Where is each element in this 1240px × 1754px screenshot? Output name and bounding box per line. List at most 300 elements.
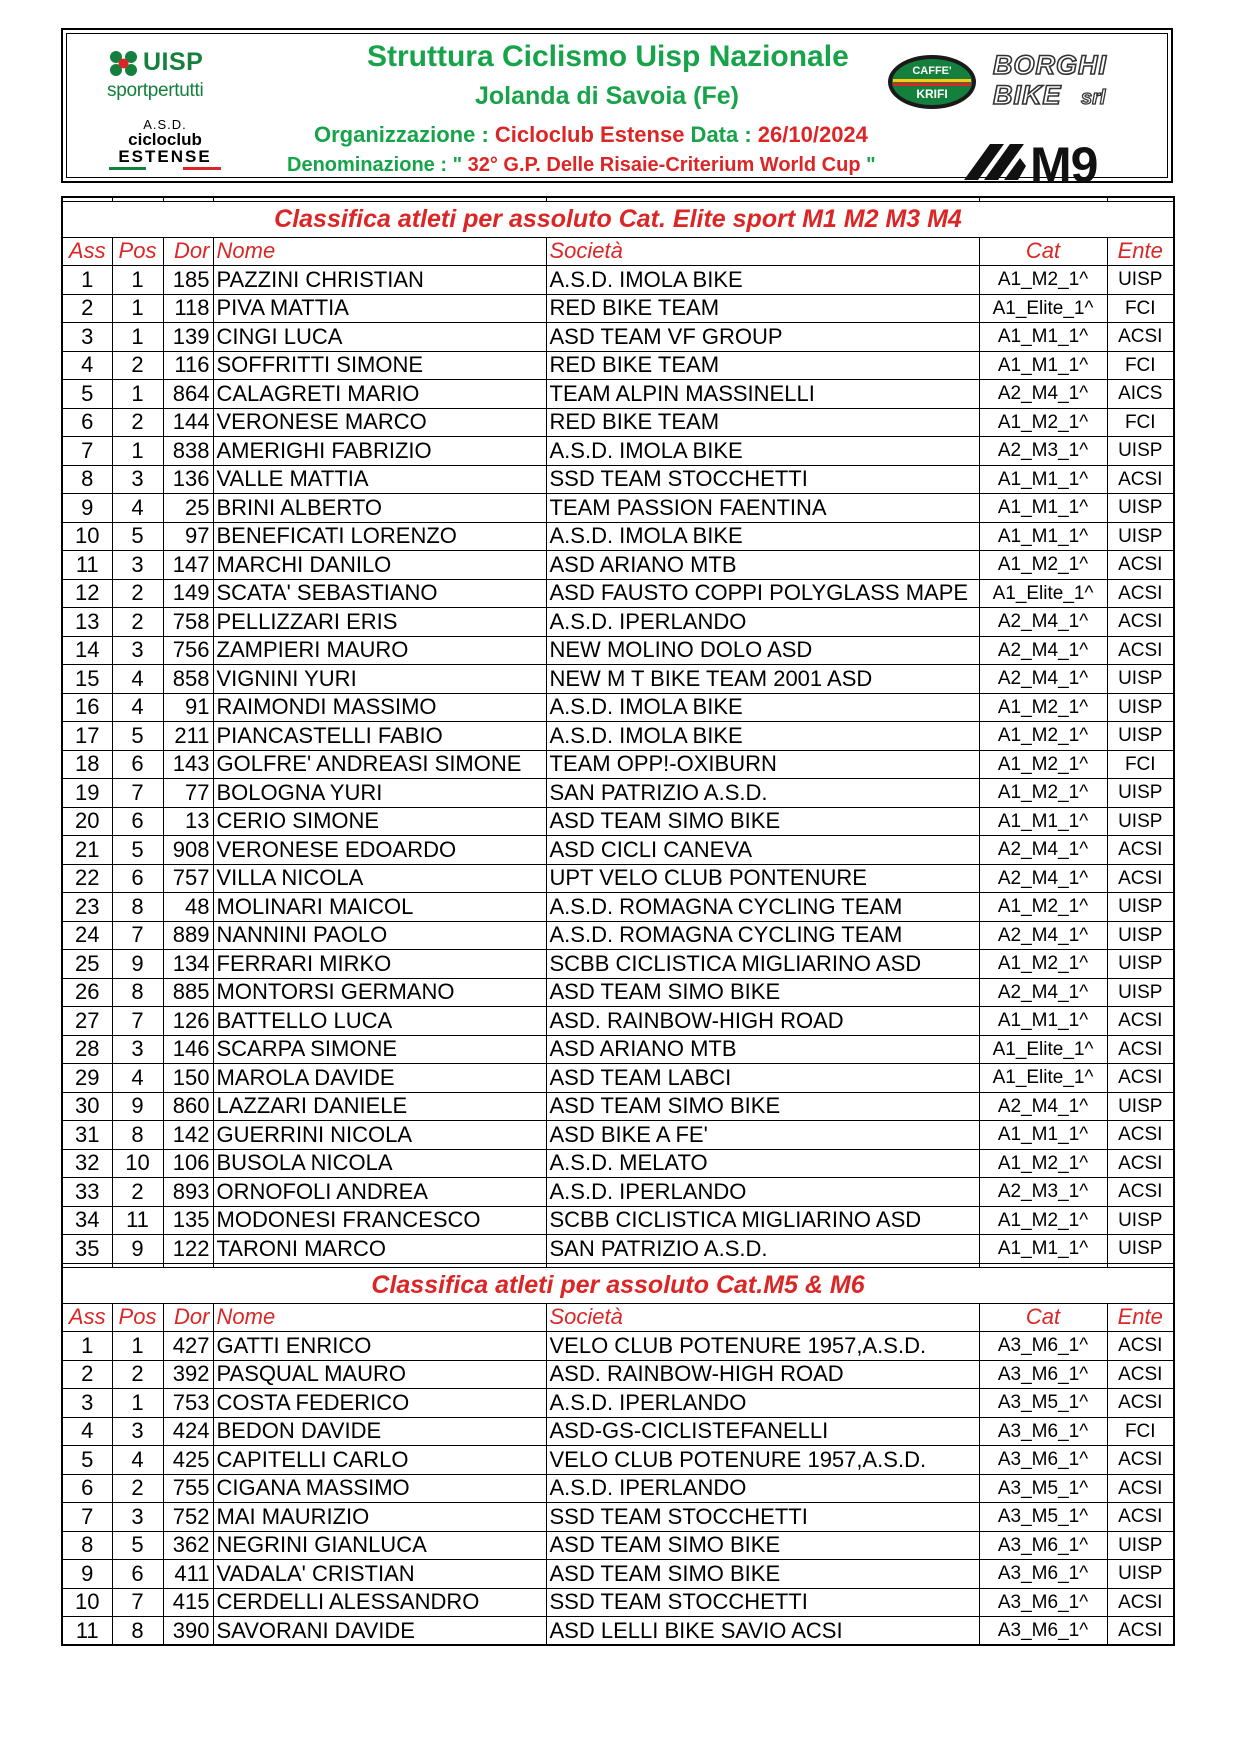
category-cell: A1_M2_1^ (979, 1206, 1107, 1235)
federation-cell: UISP (1107, 522, 1174, 551)
athlete-name-cell: AMERIGHI FABRIZIO (213, 437, 546, 466)
rank-cell: 17 (62, 722, 112, 751)
athlete-name-cell: GATTI ENRICO (213, 1332, 546, 1361)
team-cell: NEW M T BIKE TEAM 2001 ASD (546, 665, 979, 694)
federation-cell: ACSI (1107, 636, 1174, 665)
column-header-ente: Ente (1107, 1303, 1174, 1332)
category-cell: A3_M5_1^ (979, 1474, 1107, 1503)
column-header-societa: Società (546, 237, 979, 266)
athlete-name-cell: COSTA FEDERICO (213, 1389, 546, 1418)
federation-cell: UISP (1107, 921, 1174, 950)
team-cell: RED BIKE TEAM (546, 408, 979, 437)
team-cell: SCBB CICLISTICA MIGLIARINO ASD (546, 950, 979, 979)
team-cell: ASD ARIANO MTB (546, 551, 979, 580)
krifi-bottom-text: KRIFI (916, 87, 948, 101)
category-position-cell: 4 (112, 1446, 163, 1475)
federation-cell: UISP (1107, 950, 1174, 979)
team-cell: ASD TEAM SIMO BIKE (546, 978, 979, 1007)
bib-number-cell: 864 (163, 380, 213, 409)
m9-logo (960, 134, 1150, 190)
category-cell: A1_M2_1^ (979, 408, 1107, 437)
rank-cell: 7 (62, 437, 112, 466)
table-row (62, 294, 1174, 323)
table-row (62, 1474, 1174, 1503)
date-label: Data : (684, 122, 758, 147)
team-cell: VELO CLUB POTENURE 1957,A.S.D. (546, 1332, 979, 1361)
date-value: 26/10/2024 (757, 122, 868, 147)
category-position-cell: 3 (112, 1503, 163, 1532)
federation-cell: ACSI (1107, 1332, 1174, 1361)
federation-cell: UISP (1107, 1235, 1174, 1264)
category-cell: A1_M2_1^ (979, 722, 1107, 751)
athlete-name-cell: SCARPA SIMONE (213, 1035, 546, 1064)
bib-number-cell: 908 (163, 836, 213, 865)
column-header-ente: Ente (1107, 237, 1174, 266)
category-position-cell: 7 (112, 921, 163, 950)
bib-number-cell: 757 (163, 864, 213, 893)
bib-number-cell: 134 (163, 950, 213, 979)
team-cell: A.S.D. MELATO (546, 1149, 979, 1178)
athlete-name-cell: CAPITELLI CARLO (213, 1446, 546, 1475)
rank-cell: 6 (62, 1474, 112, 1503)
rank-cell: 9 (62, 494, 112, 523)
category-position-cell: 3 (112, 636, 163, 665)
category-position-cell: 8 (112, 1617, 163, 1646)
federation-cell: ACSI (1107, 551, 1174, 580)
category-cell: A2_M4_1^ (979, 921, 1107, 950)
table-row (62, 1560, 1174, 1589)
category-position-cell: 2 (112, 608, 163, 637)
column-header-societa: Società (546, 1303, 979, 1332)
federation-cell: ACSI (1107, 1007, 1174, 1036)
rank-cell: 3 (62, 1389, 112, 1418)
federation-cell: UISP (1107, 693, 1174, 722)
table-row (62, 1360, 1174, 1389)
table-row (62, 1178, 1174, 1207)
rank-cell: 18 (62, 750, 112, 779)
federation-cell: FCI (1107, 750, 1174, 779)
rank-cell: 3 (62, 323, 112, 352)
column-header-pos: Pos (112, 237, 163, 266)
denomination-line (287, 154, 876, 177)
federation-cell: ACSI (1107, 579, 1174, 608)
results-table (61, 196, 1175, 1646)
category-cell: A1_M1_1^ (979, 351, 1107, 380)
athlete-name-cell: VADALA' CRISTIAN (213, 1560, 546, 1589)
category-cell: A2_M4_1^ (979, 665, 1107, 694)
team-cell: A.S.D. IMOLA BIKE (546, 522, 979, 551)
federation-cell: ACSI (1107, 1178, 1174, 1207)
category-cell: A1_M2_1^ (979, 893, 1107, 922)
federation-cell: FCI (1107, 1417, 1174, 1446)
rank-cell: 11 (62, 551, 112, 580)
category-cell: A3_M5_1^ (979, 1503, 1107, 1532)
category-position-cell: 1 (112, 1332, 163, 1361)
den-label: Denominazione : " (287, 154, 468, 176)
team-cell: SSD TEAM STOCCHETTI (546, 1588, 979, 1617)
table-row (62, 807, 1174, 836)
page-title: Struttura Ciclismo Uisp Nazionale (367, 40, 849, 73)
athlete-name-cell: VALLE MATTIA (213, 465, 546, 494)
category-cell: A1_M2_1^ (979, 693, 1107, 722)
team-cell: ASD TEAM VF GROUP (546, 323, 979, 352)
team-cell: A.S.D. IMOLA BIKE (546, 266, 979, 295)
athlete-name-cell: PIVA MATTIA (213, 294, 546, 323)
team-cell: ASD. RAINBOW-HIGH ROAD (546, 1360, 979, 1389)
federation-cell: ACSI (1107, 1149, 1174, 1178)
table-row (62, 1332, 1174, 1361)
table-row (62, 893, 1174, 922)
column-header-row (62, 1303, 1174, 1332)
rank-cell: 8 (62, 1531, 112, 1560)
federation-cell: ACSI (1107, 1446, 1174, 1475)
category-cell: A1_M2_1^ (979, 750, 1107, 779)
team-cell: RED BIKE TEAM (546, 351, 979, 380)
athlete-name-cell: MONTORSI GERMANO (213, 978, 546, 1007)
athlete-name-cell: NEGRINI GIANLUCA (213, 1531, 546, 1560)
category-position-cell: 2 (112, 1178, 163, 1207)
category-position-cell: 2 (112, 1360, 163, 1389)
rank-cell: 13 (62, 608, 112, 637)
team-cell: ASD TEAM SIMO BIKE (546, 807, 979, 836)
athlete-name-cell: CALAGRETI MARIO (213, 380, 546, 409)
table-row (62, 950, 1174, 979)
team-cell: ASD. RAINBOW-HIGH ROAD (546, 1007, 979, 1036)
column-header-nome: Nome (213, 1303, 546, 1332)
table-row (62, 1389, 1174, 1418)
rank-cell: 1 (62, 266, 112, 295)
federation-cell: FCI (1107, 351, 1174, 380)
organization-line (314, 122, 868, 148)
category-position-cell: 2 (112, 579, 163, 608)
team-cell: A.S.D. IPERLANDO (546, 1474, 979, 1503)
table-row (62, 522, 1174, 551)
rank-cell: 27 (62, 1007, 112, 1036)
athlete-name-cell: CERIO SIMONE (213, 807, 546, 836)
category-cell: A1_M1_1^ (979, 1121, 1107, 1150)
category-cell: A1_M1_1^ (979, 323, 1107, 352)
rank-cell: 34 (62, 1206, 112, 1235)
rank-cell: 5 (62, 1446, 112, 1475)
athlete-name-cell: VIGNINI YURI (213, 665, 546, 694)
rank-cell: 2 (62, 1360, 112, 1389)
team-cell: ASD TEAM SIMO BIKE (546, 1560, 979, 1589)
category-position-cell: 3 (112, 1035, 163, 1064)
team-cell: A.S.D. IPERLANDO (546, 1389, 979, 1418)
rank-cell: 19 (62, 779, 112, 808)
category-cell: A3_M6_1^ (979, 1531, 1107, 1560)
athlete-name-cell: PELLIZZARI ERIS (213, 608, 546, 637)
table-row (62, 1206, 1174, 1235)
estense-name: ESTENSE (118, 147, 212, 166)
table-row (62, 1446, 1174, 1475)
rank-cell: 30 (62, 1092, 112, 1121)
federation-cell: UISP (1107, 893, 1174, 922)
athlete-name-cell: VILLA NICOLA (213, 864, 546, 893)
category-cell: A2_M4_1^ (979, 978, 1107, 1007)
rank-cell: 14 (62, 636, 112, 665)
bib-number-cell: 425 (163, 1446, 213, 1475)
rank-cell: 8 (62, 465, 112, 494)
category-position-cell: 8 (112, 978, 163, 1007)
team-cell: TEAM OPP!-OXIBURN (546, 750, 979, 779)
category-position-cell: 1 (112, 266, 163, 295)
bib-number-cell: 885 (163, 978, 213, 1007)
federation-cell: ACSI (1107, 864, 1174, 893)
bib-number-cell: 858 (163, 665, 213, 694)
table-row (62, 323, 1174, 352)
category-cell: A3_M6_1^ (979, 1617, 1107, 1646)
bib-number-cell: 118 (163, 294, 213, 323)
federation-cell: ACSI (1107, 608, 1174, 637)
category-position-cell: 6 (112, 864, 163, 893)
category-cell: A1_Elite_1^ (979, 1035, 1107, 1064)
rank-cell: 21 (62, 836, 112, 865)
den-value: 32° G.P. Delle Risaie-Criterium World Cup (467, 154, 861, 176)
federation-cell: FCI (1107, 294, 1174, 323)
table-row (62, 1064, 1174, 1093)
rank-cell: 31 (62, 1121, 112, 1150)
category-cell: A1_M1_1^ (979, 494, 1107, 523)
category-cell: A1_M1_1^ (979, 1007, 1107, 1036)
category-cell: A1_M2_1^ (979, 551, 1107, 580)
team-cell: ASD TEAM SIMO BIKE (546, 1531, 979, 1560)
den-close: " (860, 154, 876, 176)
rank-cell: 32 (62, 1149, 112, 1178)
category-cell: A1_M2_1^ (979, 779, 1107, 808)
category-cell: A1_M2_1^ (979, 266, 1107, 295)
athlete-name-cell: MARCHI DANILO (213, 551, 546, 580)
bib-number-cell: 753 (163, 1389, 213, 1418)
federation-cell: ACSI (1107, 1035, 1174, 1064)
category-cell: A2_M4_1^ (979, 380, 1107, 409)
athlete-name-cell: CERDELLI ALESSANDRO (213, 1588, 546, 1617)
category-position-cell: 3 (112, 465, 163, 494)
team-cell: A.S.D. ROMAGNA CYCLING TEAM (546, 893, 979, 922)
category-cell: A1_M1_1^ (979, 807, 1107, 836)
column-header-dor: Dor (163, 237, 213, 266)
athlete-name-cell: LAZZARI DANIELE (213, 1092, 546, 1121)
category-cell: A1_M1_1^ (979, 1235, 1107, 1264)
category-position-cell: 1 (112, 437, 163, 466)
table-row (62, 551, 1174, 580)
team-cell: ASD LELLI BIKE SAVIO ACSI (546, 1617, 979, 1646)
category-cell: A3_M6_1^ (979, 1360, 1107, 1389)
krifi-top-text: CAFFE' (912, 65, 952, 77)
team-cell: ASD TEAM SIMO BIKE (546, 1092, 979, 1121)
athlete-name-cell: BENEFICATI LORENZO (213, 522, 546, 551)
table-row (62, 608, 1174, 637)
federation-cell: ACSI (1107, 1389, 1174, 1418)
table-row (62, 921, 1174, 950)
team-cell: SAN PATRIZIO A.S.D. (546, 1235, 979, 1264)
category-cell: A2_M4_1^ (979, 1092, 1107, 1121)
category-position-cell: 1 (112, 1389, 163, 1418)
category-cell: A3_M5_1^ (979, 1389, 1107, 1418)
bib-number-cell: 424 (163, 1417, 213, 1446)
bib-number-cell: 147 (163, 551, 213, 580)
column-header-ass: Ass (62, 237, 112, 266)
federation-cell: FCI (1107, 408, 1174, 437)
bib-number-cell: 392 (163, 1360, 213, 1389)
team-cell: A.S.D. IMOLA BIKE (546, 437, 979, 466)
section-title: Classifica atleti per assoluto Cat. Elite sport M1 M2 M3 M4 (62, 201, 1174, 237)
bib-number-cell: 122 (163, 1235, 213, 1264)
rank-cell: 1 (62, 1332, 112, 1361)
team-cell: A.S.D. IMOLA BIKE (546, 693, 979, 722)
uisp-logo-subtitle: sportpertutti (107, 80, 204, 101)
federation-cell: ACSI (1107, 1588, 1174, 1617)
team-cell: UPT VELO CLUB PONTENURE (546, 864, 979, 893)
event-location: Jolanda di Savoia (Fe) (475, 82, 739, 110)
athlete-name-cell: FERRARI MIRKO (213, 950, 546, 979)
team-cell: VELO CLUB POTENURE 1957,A.S.D. (546, 1446, 979, 1475)
athlete-name-cell: CINGI LUCA (213, 323, 546, 352)
team-cell: RED BIKE TEAM (546, 294, 979, 323)
table-row (62, 864, 1174, 893)
federation-cell: AICS (1107, 380, 1174, 409)
category-cell: A1_Elite_1^ (979, 579, 1107, 608)
italian-flag-stripe (109, 167, 221, 170)
category-cell: A1_M1_1^ (979, 465, 1107, 494)
athlete-name-cell: SCATA' SEBASTIANO (213, 579, 546, 608)
athlete-name-cell: CIGANA MASSIMO (213, 1474, 546, 1503)
table-row (62, 693, 1174, 722)
federation-cell: UISP (1107, 722, 1174, 751)
table-row (62, 437, 1174, 466)
federation-cell: UISP (1107, 978, 1174, 1007)
table-row (62, 978, 1174, 1007)
bib-number-cell: 860 (163, 1092, 213, 1121)
category-position-cell: 8 (112, 893, 163, 922)
column-header-row (62, 237, 1174, 266)
table-row (62, 494, 1174, 523)
bib-number-cell: 149 (163, 579, 213, 608)
category-position-cell: 9 (112, 1235, 163, 1264)
rank-cell: 10 (62, 522, 112, 551)
table-row (62, 465, 1174, 494)
category-cell: A2_M4_1^ (979, 636, 1107, 665)
m9-text: M9 (1030, 137, 1098, 190)
rank-cell: 22 (62, 864, 112, 893)
federation-cell: ACSI (1107, 1064, 1174, 1093)
athlete-name-cell: BATTELLO LUCA (213, 1007, 546, 1036)
team-cell: A.S.D. IPERLANDO (546, 608, 979, 637)
caffe-krifi-logo (887, 54, 977, 110)
category-position-cell: 6 (112, 1560, 163, 1589)
bib-number-cell: 362 (163, 1531, 213, 1560)
table-row (62, 1617, 1174, 1646)
category-position-cell: 4 (112, 693, 163, 722)
athlete-name-cell: GUERRINI NICOLA (213, 1121, 546, 1150)
category-cell: A2_M4_1^ (979, 864, 1107, 893)
bib-number-cell: 77 (163, 779, 213, 808)
table-row (62, 1035, 1174, 1064)
athlete-name-cell: NANNINI PAOLO (213, 921, 546, 950)
federation-cell: UISP (1107, 1092, 1174, 1121)
table-row (62, 1235, 1174, 1264)
team-cell: SSD TEAM STOCCHETTI (546, 1503, 979, 1532)
column-header-pos: Pos (112, 1303, 163, 1332)
bib-number-cell: 136 (163, 465, 213, 494)
bib-number-cell: 150 (163, 1064, 213, 1093)
table-row (62, 351, 1174, 380)
federation-cell: ACSI (1107, 1360, 1174, 1389)
column-header-dor: Dor (163, 1303, 213, 1332)
athlete-name-cell: PASQUAL MAURO (213, 1360, 546, 1389)
category-position-cell: 10 (112, 1149, 163, 1178)
category-cell: A1_M2_1^ (979, 1149, 1107, 1178)
team-cell: A.S.D. ROMAGNA CYCLING TEAM (546, 921, 979, 950)
rank-cell: 26 (62, 978, 112, 1007)
federation-cell: UISP (1107, 494, 1174, 523)
estense-cicloclub: cicloclub (128, 130, 202, 149)
table-row (62, 266, 1174, 295)
rank-cell: 28 (62, 1035, 112, 1064)
category-position-cell: 7 (112, 1007, 163, 1036)
rank-cell: 7 (62, 1503, 112, 1532)
bib-number-cell: 893 (163, 1178, 213, 1207)
category-position-cell: 5 (112, 722, 163, 751)
category-position-cell: 1 (112, 323, 163, 352)
bib-number-cell: 415 (163, 1588, 213, 1617)
category-position-cell: 5 (112, 522, 163, 551)
section-title: Classifica atleti per assoluto Cat.M5 & M6 (62, 1267, 1174, 1303)
category-cell: A2_M3_1^ (979, 1178, 1107, 1207)
bib-number-cell: 755 (163, 1474, 213, 1503)
team-cell: A.S.D. IMOLA BIKE (546, 722, 979, 751)
federation-cell: ACSI (1107, 1474, 1174, 1503)
category-position-cell: 1 (112, 294, 163, 323)
federation-cell: UISP (1107, 779, 1174, 808)
category-position-cell: 2 (112, 408, 163, 437)
bib-number-cell: 411 (163, 1560, 213, 1589)
bib-number-cell: 146 (163, 1035, 213, 1064)
category-cell: A3_M6_1^ (979, 1446, 1107, 1475)
category-cell: A3_M6_1^ (979, 1417, 1107, 1446)
category-cell: A3_M6_1^ (979, 1560, 1107, 1589)
category-cell: A1_M1_1^ (979, 522, 1107, 551)
rank-cell: 29 (62, 1064, 112, 1093)
category-cell: A3_M6_1^ (979, 1588, 1107, 1617)
federation-cell: UISP (1107, 1560, 1174, 1589)
category-position-cell: 4 (112, 494, 163, 523)
bib-number-cell: 838 (163, 437, 213, 466)
federation-cell: ACSI (1107, 323, 1174, 352)
bib-number-cell: 427 (163, 1332, 213, 1361)
bib-number-cell: 143 (163, 750, 213, 779)
rank-cell: 25 (62, 950, 112, 979)
athlete-name-cell: BEDON DAVIDE (213, 1417, 546, 1446)
athlete-name-cell: MODONESI FRANCESCO (213, 1206, 546, 1235)
category-position-cell: 2 (112, 351, 163, 380)
bib-number-cell: 142 (163, 1121, 213, 1150)
team-cell: ASD FAUSTO COPPI POLYGLASS MAPE (546, 579, 979, 608)
team-cell: TEAM ALPIN MASSINELLI (546, 380, 979, 409)
bike-text: BIKE (993, 80, 1062, 110)
category-position-cell: 3 (112, 551, 163, 580)
team-cell: A.S.D. IPERLANDO (546, 1178, 979, 1207)
federation-cell: UISP (1107, 665, 1174, 694)
team-cell: ASD TEAM LABCI (546, 1064, 979, 1093)
category-position-cell: 4 (112, 665, 163, 694)
category-position-cell: 8 (112, 1121, 163, 1150)
team-cell: ASD ARIANO MTB (546, 1035, 979, 1064)
category-position-cell: 11 (112, 1206, 163, 1235)
athlete-name-cell: MOLINARI MAICOL (213, 893, 546, 922)
bib-number-cell: 185 (163, 266, 213, 295)
team-cell: SAN PATRIZIO A.S.D. (546, 779, 979, 808)
